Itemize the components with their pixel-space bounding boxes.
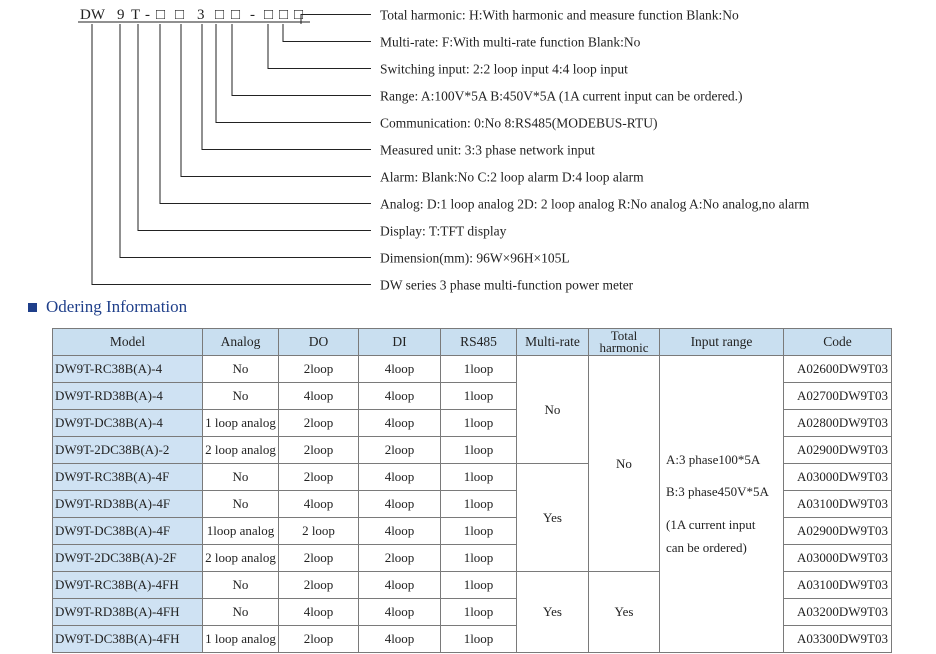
cell-multirate-group3: Yes (517, 572, 589, 653)
cell-code: A03300DW9T03 (784, 626, 892, 653)
header-di: DI (359, 329, 441, 356)
cell-do: 2loop (279, 626, 359, 653)
code-description-2: Switching input: 2:2 loop input 4:4 loop input (380, 61, 628, 77)
cell-model: DW9T-DC38B(A)-4F (53, 518, 203, 545)
cell-code: A03000DW9T03 (784, 545, 892, 572)
cell-di: 2loop (359, 545, 441, 572)
cell-di: 4loop (359, 491, 441, 518)
cell-analog: No (203, 464, 279, 491)
cell-rs485: 1loop (441, 356, 517, 383)
cell-multirate-group1: No (517, 356, 589, 464)
cell-model: DW9T-RC38B(A)-4FH (53, 572, 203, 599)
cell-model: DW9T-2DC38B(A)-2 (53, 437, 203, 464)
cell-analog: 2 loop analog (203, 545, 279, 572)
cell-analog: 1 loop analog (203, 410, 279, 437)
code-description-6: Alarm: Blank:No C:2 loop alarm D:4 loop alarm (380, 169, 644, 185)
header-code: Code (784, 329, 892, 356)
cell-total-harmonic-group1: No (589, 356, 660, 572)
code-description-3: Range: A:100V*5A B:450V*5A (1A current input can be ordered.) (380, 88, 743, 104)
header-multirate: Multi-rate (517, 329, 589, 356)
model-code-leader-lines (78, 15, 371, 285)
cell-total-harmonic-group2: Yes (589, 572, 660, 653)
code-part-5: □ (175, 7, 185, 23)
cell-code: A02700DW9T03 (784, 383, 892, 410)
code-part-11: □ (279, 7, 289, 23)
section-title-text: Odering Information (46, 297, 188, 316)
cell-di: 4loop (359, 410, 441, 437)
leader-line-5 (202, 24, 371, 150)
leader-line-1 (283, 24, 371, 42)
table-header-row (53, 329, 892, 356)
code-part-4: □ (156, 7, 166, 23)
cell-rs485: 1loop (441, 572, 517, 599)
cell-code: A02600DW9T03 (784, 356, 892, 383)
header-do: DO (279, 329, 359, 356)
section-title (28, 296, 187, 318)
model-code-text (80, 7, 303, 23)
cell-code: A03200DW9T03 (784, 599, 892, 626)
ordering-table (52, 328, 892, 653)
cell-do: 2loop (279, 464, 359, 491)
header-analog: Analog (203, 329, 279, 356)
header-total-line2: harmonic (599, 340, 649, 355)
cell-do: 2loop (279, 437, 359, 464)
leader-line-4 (216, 24, 371, 123)
header-input-range: Input range (660, 329, 784, 356)
code-description-10: DW series 3 phase multi-function power meter (380, 277, 634, 293)
cell-model: DW9T-DC38B(A)-4FH (53, 626, 203, 653)
section-bullet-icon (28, 303, 37, 312)
cell-input-range (660, 356, 784, 653)
cell-do: 2 loop (279, 518, 359, 545)
cell-rs485: 1loop (441, 518, 517, 545)
cell-di: 4loop (359, 356, 441, 383)
cell-di: 4loop (359, 383, 441, 410)
code-part-10: □ (264, 7, 274, 23)
leader-line-0 (301, 15, 371, 25)
cell-do: 2loop (279, 356, 359, 383)
cell-analog: No (203, 491, 279, 518)
cell-model: DW9T-2DC38B(A)-2F (53, 545, 203, 572)
leader-line-6 (181, 24, 371, 177)
header-total-line1: Total (610, 328, 638, 343)
cell-analog: No (203, 572, 279, 599)
table-row (53, 356, 892, 383)
leader-line-3 (232, 24, 371, 96)
code-part-3: - (145, 7, 150, 23)
header-model: Model (53, 329, 203, 356)
code-part-1: 9 (117, 7, 125, 23)
cell-analog: 2 loop analog (203, 437, 279, 464)
code-part-7: □ (215, 7, 225, 23)
cell-di: 2loop (359, 437, 441, 464)
cell-model: DW9T-DC38B(A)-4 (53, 410, 203, 437)
cell-analog: No (203, 356, 279, 383)
leader-line-8 (138, 24, 371, 231)
cell-rs485: 1loop (441, 491, 517, 518)
input-range-line: (1A current input (666, 517, 756, 532)
cell-do: 2loop (279, 410, 359, 437)
cell-do: 4loop (279, 383, 359, 410)
cell-model: DW9T-RD38B(A)-4F (53, 491, 203, 518)
code-description-0: Total harmonic: H:With harmonic and measure function Blank:No (380, 7, 739, 23)
code-part-6: 3 (197, 7, 205, 23)
input-range-line: B:3 phase450V*5A (666, 484, 769, 500)
code-description-9: Dimension(mm): 96W×96H×105L (380, 250, 570, 266)
cell-model: DW9T-RC38B(A)-4 (53, 356, 203, 383)
cell-di: 4loop (359, 518, 441, 545)
cell-rs485: 1loop (441, 464, 517, 491)
cell-model: DW9T-RC38B(A)-4F (53, 464, 203, 491)
cell-di: 4loop (359, 599, 441, 626)
cell-rs485: 1loop (441, 437, 517, 464)
code-description-8: Display: T:TFT display (380, 223, 507, 239)
cell-di: 4loop (359, 464, 441, 491)
cell-rs485: 1loop (441, 383, 517, 410)
leader-line-9 (120, 24, 371, 258)
model-code-descriptions (380, 8, 810, 293)
code-description-7: Analog: D:1 loop analog 2D: 2 loop analog R:No analog A:No analog,no alarm (380, 196, 810, 212)
cell-model: DW9T-RD38B(A)-4FH (53, 599, 203, 626)
cell-do: 2loop (279, 572, 359, 599)
header-total-harmonic (589, 329, 660, 356)
cell-code: A02800DW9T03 (784, 410, 892, 437)
cell-rs485: 1loop (441, 599, 517, 626)
cell-do: 2loop (279, 545, 359, 572)
cell-analog: No (203, 383, 279, 410)
cell-code: A03100DW9T03 (784, 491, 892, 518)
input-range-line: A:3 phase100*5A (666, 451, 761, 467)
cell-rs485: 1loop (441, 410, 517, 437)
header-rs485: RS485 (441, 329, 517, 356)
cell-rs485: 1loop (441, 545, 517, 572)
cell-do: 4loop (279, 599, 359, 626)
cell-di: 4loop (359, 626, 441, 653)
code-description-4: Communication: 0:No 8:RS485(MODEBUS-RTU) (380, 115, 658, 131)
input-range-line: can be ordered) (666, 539, 747, 555)
code-part-8: □ (231, 7, 241, 23)
code-part-0: DW (80, 7, 105, 23)
cell-multirate-group2: Yes (517, 464, 589, 572)
code-description-1: Multi-rate: F:With multi-rate function Blank:No (380, 34, 641, 50)
code-part-2: T (131, 7, 141, 23)
cell-code: A03100DW9T03 (784, 572, 892, 599)
cell-analog: No (203, 599, 279, 626)
cell-di: 4loop (359, 572, 441, 599)
cell-rs485: 1loop (441, 626, 517, 653)
cell-do: 4loop (279, 491, 359, 518)
code-part-9: - (250, 7, 255, 23)
model-code-diagram (0, 0, 936, 300)
cell-analog: 1 loop analog (203, 626, 279, 653)
cell-code: A02900DW9T03 (784, 437, 892, 464)
cell-analog: 1loop analog (203, 518, 279, 545)
cell-code: A02900DW9T03 (784, 518, 892, 545)
cell-code: A03000DW9T03 (784, 464, 892, 491)
code-part-12: □ (294, 7, 304, 23)
code-description-5: Measured unit: 3:3 phase network input (380, 142, 595, 158)
cell-model: DW9T-RD38B(A)-4 (53, 383, 203, 410)
